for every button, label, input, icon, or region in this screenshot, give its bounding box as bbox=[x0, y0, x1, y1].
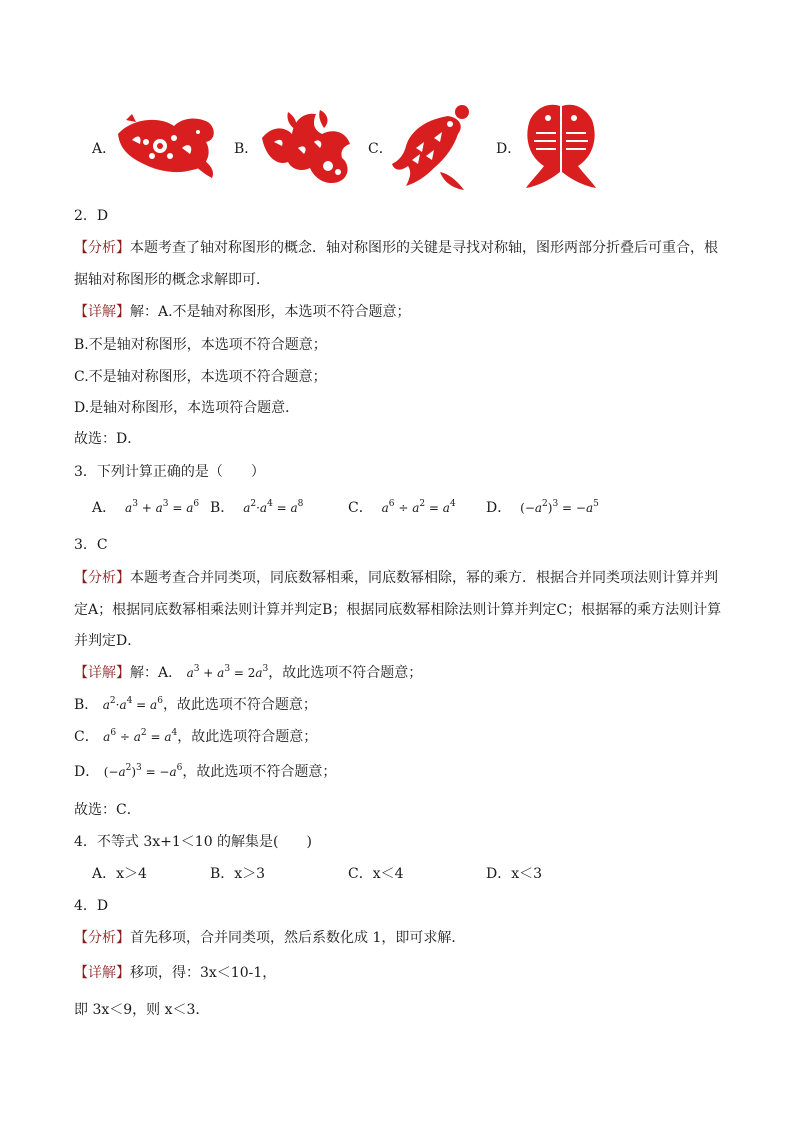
q3-analysis-line-3: 并判定D． bbox=[74, 633, 142, 649]
detail-text: 解：A.不是轴对称图形，本选项不符合题意； bbox=[130, 304, 411, 320]
math-expression: $(-a^2)^3 = -a^5$ bbox=[520, 499, 599, 515]
q4-option-d: D．x＜3 bbox=[486, 866, 543, 882]
q2-detail-d: D.是轴对称图形，本选项符合题意． bbox=[74, 400, 300, 416]
math-expression: $a^3 + a^3 = a^6$ bbox=[125, 499, 200, 515]
q4-detail bbox=[74, 963, 276, 983]
analysis-tag: 【分析】 bbox=[74, 570, 130, 586]
option-a-label: A． bbox=[92, 141, 117, 157]
detail-suffix: ，故此选项不符合题意； bbox=[268, 665, 423, 681]
q2-answer: 2．D bbox=[74, 208, 109, 224]
analysis-text: 首先移项，合并同类项，然后系数化成 1，即可求解． bbox=[130, 930, 466, 946]
q2-analysis-line-2: 据轴对称图形的概念求解即可． bbox=[74, 272, 270, 288]
detail-text: 移项，得：3x＜10-1， bbox=[130, 965, 277, 981]
q3-analysis-line-1 bbox=[74, 568, 718, 588]
option-c-label: C． bbox=[368, 141, 393, 157]
q3-options bbox=[92, 498, 712, 520]
q3-option-d bbox=[486, 498, 599, 518]
q4-final: 即 3x＜9，则 x＜3． bbox=[74, 1002, 210, 1018]
question-1-image-options bbox=[0, 100, 794, 195]
detail-tag: 【详解】 bbox=[74, 665, 130, 681]
detail-prefix: C． bbox=[74, 729, 99, 745]
detail-prefix: D． bbox=[74, 764, 100, 780]
detail-suffix: ，故此选项不符合题意； bbox=[162, 697, 317, 713]
q3-option-b bbox=[210, 498, 303, 518]
option-d-label: D． bbox=[496, 141, 522, 157]
papercut-fish-a-image bbox=[112, 112, 220, 180]
q4-answer: 4．D bbox=[74, 898, 109, 914]
papercut-twin-fish-d-image bbox=[520, 100, 602, 190]
q3-detail-b bbox=[74, 695, 317, 715]
q4-option-a: A．x＞4 bbox=[92, 866, 147, 882]
detail-tag: 【详解】 bbox=[74, 304, 130, 320]
option-label: C． bbox=[348, 500, 373, 516]
q2-analysis-line-1 bbox=[74, 238, 718, 258]
q3-option-c bbox=[348, 498, 456, 518]
q4-option-b: B．x＞3 bbox=[210, 866, 266, 882]
analysis-tag: 【分析】 bbox=[74, 930, 130, 946]
papercut-fish-b-image bbox=[258, 108, 352, 186]
q4-question: 4．不等式 3x+1＜10 的解集是( ) bbox=[74, 834, 312, 850]
q4-analysis bbox=[74, 928, 465, 948]
q3-option-a bbox=[92, 498, 199, 518]
q3-analysis-line-2: 定A；根据同底数幂相乘法则计算并判定B；根据同底数幂相除法则计算并判定C；根据幂的乘方法则计算 bbox=[74, 602, 722, 618]
option-label: A． bbox=[92, 500, 117, 516]
analysis-text: 本题考查合并同类项，同底数幂相乘，同底数幂相除，幂的乘方．根据合并同类项法则计算并判 bbox=[130, 570, 718, 586]
q3-answer: 3．C bbox=[74, 537, 108, 553]
q4-options bbox=[92, 864, 612, 886]
math-expression: $a^2\cdot a^4 = a^8$ bbox=[243, 499, 304, 515]
q3-detail-c bbox=[74, 727, 317, 747]
detail-prefix: 解：A． bbox=[130, 665, 183, 681]
q3-detail-a bbox=[74, 663, 422, 683]
detail-tag: 【详解】 bbox=[74, 965, 130, 981]
q2-detail-a bbox=[74, 302, 411, 322]
q4-option-c: C．x＜4 bbox=[348, 866, 404, 882]
q2-detail-b: B.不是轴对称图形，本选项不符合题意； bbox=[74, 337, 327, 353]
math-expression: $a^3 + a^3 = 2a^3$ bbox=[186, 664, 269, 680]
q2-choice: 故选：D． bbox=[74, 431, 142, 447]
analysis-text: 本题考查了轴对称图形的概念．轴对称图形的关键是寻找对称轴，图形两部分折叠后可重合，根 bbox=[130, 240, 718, 256]
math-expression: $a^6 \div a^2 = a^4$ bbox=[381, 499, 456, 515]
detail-suffix: ，故此选项符合题意； bbox=[177, 729, 318, 745]
math-expression: $a^2\cdot a^4 = a^6$ bbox=[102, 696, 163, 712]
math-expression: $(-a^2)^3 = -a^6$ bbox=[103, 763, 183, 779]
math-expression: $a^6 \div a^2 = a^4$ bbox=[103, 728, 178, 744]
q3-detail-d bbox=[74, 762, 336, 782]
option-label: D． bbox=[486, 500, 512, 516]
detail-prefix: B． bbox=[74, 697, 99, 713]
papercut-carp-c-image bbox=[390, 102, 476, 190]
q2-detail-c: C.不是轴对称图形，本选项不符合题意； bbox=[74, 369, 327, 385]
option-b-label: B． bbox=[234, 141, 259, 157]
analysis-tag: 【分析】 bbox=[74, 240, 130, 256]
q3-choice: 故选：C． bbox=[74, 802, 141, 818]
detail-suffix: ，故此选项不符合题意； bbox=[182, 764, 337, 780]
q3-question: 3．下列计算正确的是（ ） bbox=[74, 464, 265, 480]
option-label: B． bbox=[210, 500, 235, 516]
